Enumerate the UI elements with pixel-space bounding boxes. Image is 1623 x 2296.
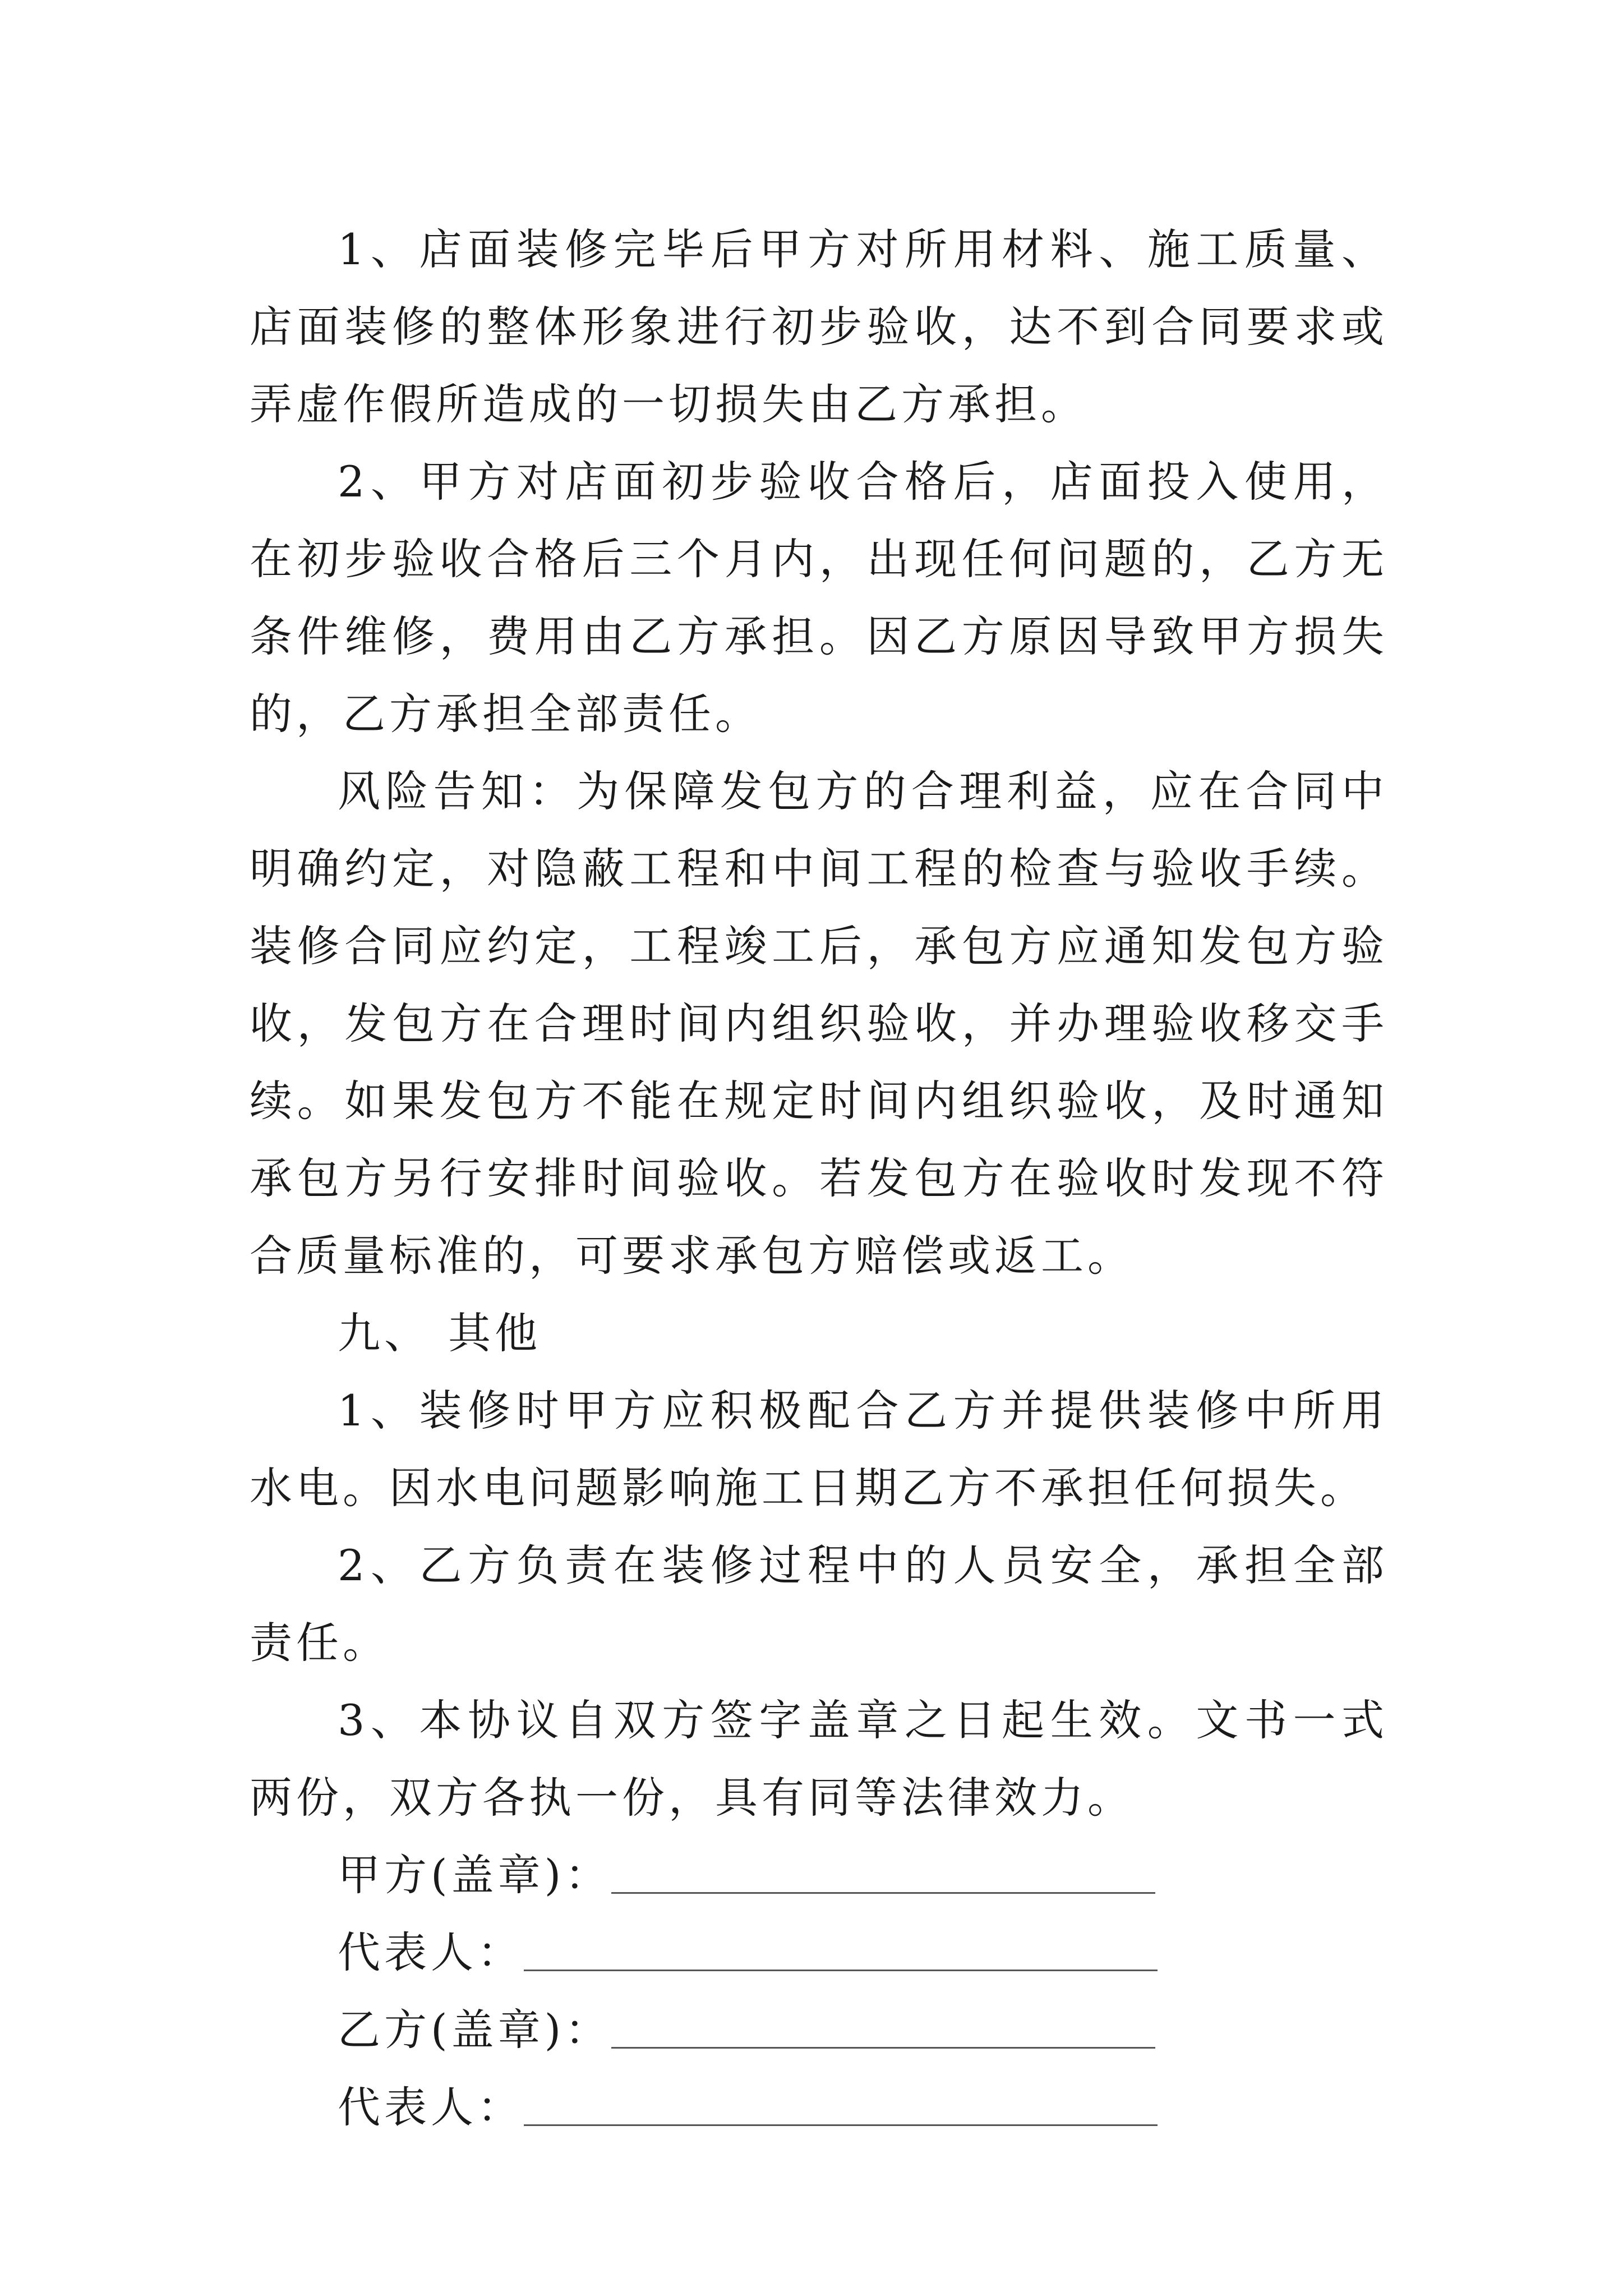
risk-notice: 风险告知：为保障发包方的合理利益，应在合同中明确约定，对隐蔽工程和中间工程的检查与验收手续。装修合同应约定，工程竣工后，承包方应通知发包方验收，发包方在合理时间内组织验收，并办理验收移交手续。如果发包方不能在规定时间内组织验收，及时通知承包方另行安排时间验收。若发包方在验收时发现不符合质量标准的，可要求承包方赔偿或返工。	[250, 766, 1388, 1281]
clause-other-1: 1、装修时甲方应积极配合乙方并提供装修中所用水电。因水电问题影响施工日期乙方不承担任何损失。	[250, 1386, 1388, 1513]
clause-acceptance-2: 2、甲方对店面初步验收合格后，店面投入使用，在初步验收合格后三个月内，出现任何问题的，乙方无条件维修，费用由乙方承担。因乙方原因导致甲方损失的，乙方承担全部责任。	[250, 457, 1388, 739]
signature-label: 甲方(盖章)：	[338, 1850, 612, 1900]
signature-label: 代表人：	[338, 1927, 524, 1977]
clause-other-3: 3、本协议自双方签字盖章之日起生效。文书一式两份，双方各执一份，具有同等法律效力。	[250, 1695, 1388, 1823]
signature-representative-b	[250, 2069, 1388, 2146]
signature-line[interactable]	[524, 2124, 1158, 2126]
document-page	[250, 211, 1388, 2146]
signature-label: 乙方(盖章)：	[338, 2005, 612, 2055]
signature-party-a	[250, 1837, 1388, 1914]
signature-line[interactable]	[611, 1892, 1155, 1894]
signature-party-b	[250, 1991, 1388, 2069]
section-heading-other: 九、 其他	[338, 1308, 542, 1358]
signature-label: 代表人：	[338, 2082, 524, 2132]
signature-line[interactable]	[611, 2047, 1155, 2049]
clause-other-2: 2、乙方负责在装修过程中的人员安全，承担全部责任。	[250, 1540, 1388, 1668]
clause-acceptance-1: 1、店面装修完毕后甲方对所用材料、施工质量、店面装修的整体形象进行初步验收，达不到合同要求或弄虚作假所造成的一切损失由乙方承担。	[250, 224, 1388, 429]
signature-line[interactable]	[524, 1970, 1158, 1971]
signature-representative-a	[250, 1914, 1388, 1991]
